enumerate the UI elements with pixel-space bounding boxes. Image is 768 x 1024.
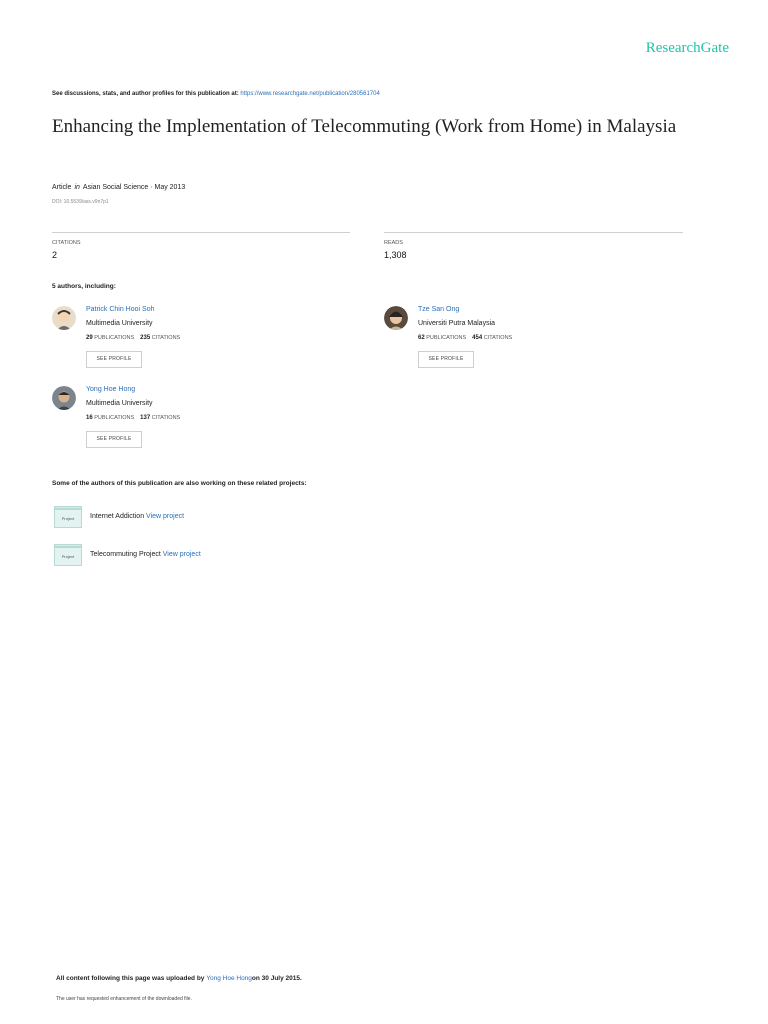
uploader-link[interactable]: Yong Hoe Hong [206, 975, 252, 982]
author-name[interactable]: Patrick Chin Hooi Soh [86, 306, 155, 313]
project-folder-icon [54, 544, 82, 566]
author-institution: Multimedia University [86, 320, 153, 327]
author-name[interactable]: Tze San Ong [418, 306, 460, 313]
citations-label: CITATIONS [151, 335, 181, 341]
citations-label: CITATIONS [151, 415, 181, 421]
see-profile-button[interactable]: SEE PROFILE [86, 431, 142, 448]
avatar[interactable] [52, 386, 76, 410]
project-icon-label: Project [54, 509, 82, 528]
author-card [52, 306, 76, 335]
researchgate-logo[interactable]: ResearchGate [645, 40, 729, 56]
enhancement-note: The user has requested enhancement of the downloaded file. [56, 996, 192, 1002]
author-institution: Universiti Putra Malaysia [418, 320, 496, 327]
avatar[interactable] [384, 306, 408, 330]
publications-label: PUBLICATIONS [426, 335, 467, 341]
view-project-link[interactable]: View project [146, 513, 185, 520]
citations-value: 2 [52, 250, 58, 260]
publications-count: 62 [418, 335, 425, 341]
citations-label: CITATIONS [52, 240, 81, 246]
intro-line [52, 91, 380, 97]
journal-info: Asian Social Science · May 2013 [82, 184, 186, 191]
project-item [90, 513, 184, 520]
divider-reads [384, 232, 683, 233]
citations-count: 454 [472, 335, 483, 341]
upload-info [56, 975, 302, 982]
reads-label: READS [384, 240, 403, 246]
doi: DOI: 10.5539/ass.v9n7p1 [52, 199, 109, 205]
see-profile-button[interactable]: SEE PROFILE [418, 351, 474, 368]
article-type: Article [52, 184, 72, 191]
citations-count: 235 [140, 335, 151, 341]
publication-link[interactable]: https://www.researchgate.net/publication/280561704 [240, 91, 380, 97]
in-word: in [74, 184, 80, 191]
author-name[interactable]: Yong Hoe Hong [86, 386, 136, 393]
projects-heading: Some of the authors of this publication are also working on these related projects: [52, 480, 307, 487]
project-name: Internet Addiction [90, 513, 145, 520]
author-stats [418, 335, 512, 341]
author-stats [86, 415, 180, 421]
publications-count: 29 [86, 335, 93, 341]
upload-suffix: on 30 July 2015. [251, 975, 302, 982]
avatar[interactable] [52, 306, 76, 330]
citations-count: 137 [140, 415, 151, 421]
author-card [52, 386, 76, 415]
publications-count: 16 [86, 415, 93, 421]
divider-citations [52, 232, 350, 233]
citations-label: CITATIONS [483, 335, 513, 341]
publications-label: PUBLICATIONS [94, 415, 135, 421]
authors-heading: 5 authors, including: [52, 283, 116, 290]
project-name: Telecommuting Project [90, 551, 161, 558]
publications-label: PUBLICATIONS [94, 335, 135, 341]
upload-prefix: All content following this page was uploaded by [56, 975, 205, 982]
author-stats [86, 335, 180, 341]
project-icon-label: Project [54, 547, 82, 566]
article-meta [52, 184, 185, 191]
reads-value: 1,308 [384, 250, 407, 260]
author-institution: Multimedia University [86, 400, 153, 407]
project-folder-icon [54, 506, 82, 528]
intro-text: See discussions, stats, and author profiles for this publication at: [52, 91, 239, 97]
paper-title: Enhancing the Implementation of Telecommuting (Work from Home) in Malaysia [52, 116, 677, 137]
view-project-link[interactable]: View project [162, 551, 201, 558]
project-item [90, 551, 201, 558]
author-card [384, 306, 408, 335]
see-profile-button[interactable]: SEE PROFILE [86, 351, 142, 368]
